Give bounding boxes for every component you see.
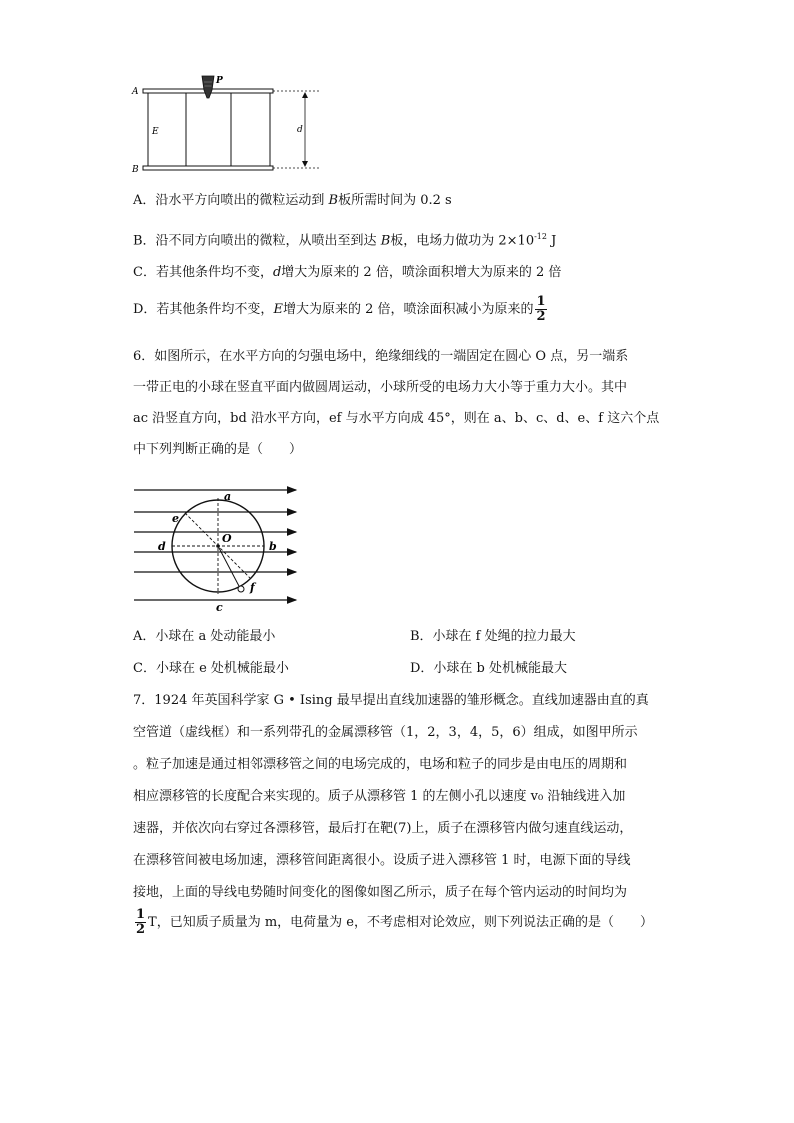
q7-fraction — [135, 908, 146, 937]
label-c: c — [216, 601, 223, 614]
q5-c-text-pre: C．若其他条件均不变， — [133, 265, 273, 280]
q5-c-var: d — [272, 265, 282, 280]
label-a: a — [224, 490, 232, 503]
q6-line-2: 一带正电的小球在竖直平面内做圆周运动，小球所受的电场力大小等于重力大小。其中 — [133, 380, 628, 395]
q6-option-c[interactable]: C．小球在 e 处机械能最小 — [133, 661, 289, 676]
q5-d-frac-den: 2 — [536, 309, 546, 324]
center-o — [216, 544, 220, 548]
q5-a-text-pre: A．沿水平方向喷出的微粒运动到 — [133, 193, 329, 208]
label-d: d — [297, 125, 303, 135]
label-e: e — [172, 512, 179, 525]
label-b: b — [269, 540, 277, 553]
label-O: O — [222, 532, 232, 545]
q7-line-8-rest: T，已知质子质量为 m，电荷量为 e，不考虑相对论效应，则下列说法正确的是（ ） — [148, 915, 654, 930]
q5-d-text-pre: D．若其他条件均不变， — [133, 302, 274, 317]
q6-option-d[interactable]: D．小球在 b 处机械能最大 — [410, 661, 568, 676]
q5-a-text-post: 板所需时间为 0.2 s — [338, 193, 452, 208]
q7-line-8 — [133, 904, 653, 942]
plate-b — [143, 166, 273, 170]
q6-line-1: 6．如图所示，在水平方向的匀强电场中，绝缘细线的一端固定在圆心 O 点，另一端系 — [133, 349, 629, 364]
q5-b-text-mid: 板，电场力做功为 2×10 — [390, 233, 535, 249]
label-E: E — [152, 127, 159, 137]
q5-d-frac-num: 1 — [536, 294, 546, 309]
label-P: P — [216, 76, 223, 86]
q7-line-5: 速器，并依次向右穿过各漂移管，最后打在靶(7)上，质子在漂移管内做匀速直线运动， — [133, 821, 633, 836]
q5-d-text-post: 增大为原来的 2 倍，喷涂面积减小为原来的 — [282, 302, 534, 317]
q6-line-4: 中下列判断正确的是（ ） — [133, 442, 303, 457]
q6-line-3: ac 沿竖直方向，bd 沿水平方向，ef 与水平方向成 45°，则在 a、b、c、d、e、f 这六个点 — [133, 411, 660, 426]
q5-c-text-post: 增大为原来的 2 倍，喷涂面积增大为原来的 2 倍 — [281, 265, 562, 280]
figure-parallel-plates — [130, 72, 330, 180]
q7-line-1: 7．1924 年英国科学家 G • Ising 最早提出直线加速器的雏形概念。直线加速器由直的真 — [133, 693, 649, 708]
q6-option-b[interactable]: B．小球在 f 处绳的拉力最大 — [410, 629, 576, 644]
q5-d-var: E — [273, 302, 283, 317]
q5-option-a[interactable] — [133, 191, 452, 211]
q5-a-var: B — [328, 193, 339, 208]
label-f: f — [250, 581, 255, 594]
q5-b-var: B — [380, 233, 391, 249]
q7-line-3: 。粒子加速是通过相邻漂移管之间的电场完成的，电场和粒子的同步是由电压的周期和 — [133, 757, 628, 772]
q5-d-fraction — [535, 295, 546, 324]
q5-option-c[interactable] — [133, 263, 561, 283]
q7-line-4: 相应漂移管的长度配合来实现的。质子从漂移管 1 的左侧小孔以速度 v₀ 沿轴线进入加 — [133, 789, 626, 804]
figure-circle-in-field — [130, 480, 305, 615]
label-d: d — [158, 540, 166, 553]
nozzle-icon — [202, 76, 214, 98]
q5-b-exp: -12 — [534, 232, 547, 241]
q5-b-text-post: J — [546, 233, 557, 249]
q6-option-a[interactable]: A．小球在 a 处动能最小 — [133, 629, 276, 644]
q5-option-d[interactable] — [133, 292, 549, 328]
q7-line-2: 空管道（虚线框）和一系列带孔的金属漂移管（1，2，3，4，5，6）组成，如图甲所示 — [133, 725, 638, 740]
q5-b-text-pre: B．沿不同方向喷出的微粒，从喷出至到达 — [133, 233, 381, 249]
label-B: B — [132, 165, 139, 175]
q7-frac-num: 1 — [136, 907, 146, 922]
q7-line-6: 在漂移管间被电场加速，漂移管间距离很小。设质子进入漂移管 1 时，电源下面的导线 — [133, 853, 631, 868]
q7-frac-den: 2 — [136, 922, 146, 937]
q7-line-7: 接地，上面的导线电势随时间变化的图像如图乙所示，质子在每个管内运动的时间均为 — [133, 885, 628, 900]
ball — [238, 586, 244, 592]
label-A: A — [132, 87, 139, 97]
q5-option-b[interactable] — [133, 227, 556, 251]
